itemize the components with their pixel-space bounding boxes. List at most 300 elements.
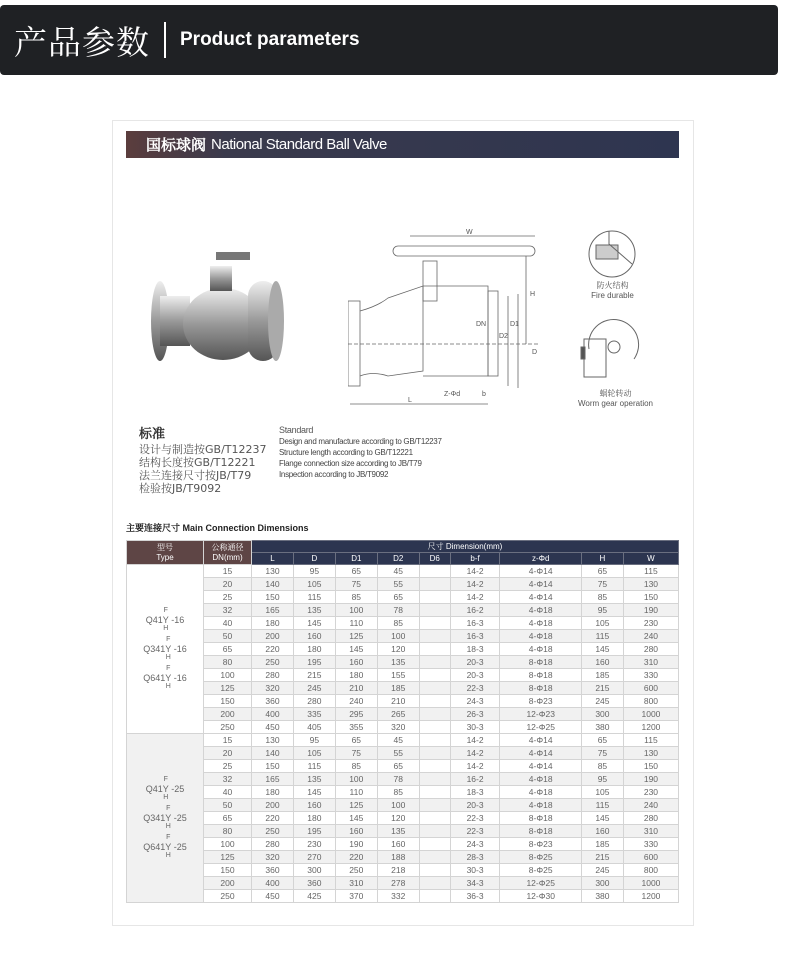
model-material-top: F <box>166 635 171 643</box>
dimension-cell: 95 <box>293 565 335 578</box>
dimension-cell: 160 <box>293 630 335 643</box>
dimension-cell: 330 <box>623 669 678 682</box>
dimension-cell: 160 <box>335 656 377 669</box>
model-material-top: F <box>166 804 171 812</box>
type-header <box>127 541 204 565</box>
feature-label-cn: 防火结构 <box>596 281 629 290</box>
standard-line: 检验按JB/T9092 <box>139 482 222 495</box>
dimension-cell: 1200 <box>623 890 678 903</box>
dimension-cell: 320 <box>377 721 419 734</box>
dimension-cell: 14-2 <box>450 760 500 773</box>
dn-cell: 25 <box>204 760 252 773</box>
product-card <box>112 120 694 926</box>
dimension-cell: 190 <box>623 604 678 617</box>
page-header <box>0 5 778 75</box>
dimension-cell: 150 <box>623 591 678 604</box>
table-row <box>127 734 679 747</box>
dimension-cell: 115 <box>293 591 335 604</box>
dimension-cell: 600 <box>623 682 678 695</box>
dimension-cell: 22-3 <box>450 812 500 825</box>
dimension-cell <box>419 643 450 656</box>
feature-fire-durable <box>575 281 650 301</box>
label-h: H <box>530 291 536 298</box>
dimension-cell: 210 <box>377 695 419 708</box>
label-w: W <box>466 229 473 236</box>
model-code <box>127 833 203 862</box>
feature-label-en: Worm gear operation <box>578 399 653 408</box>
dimension-cell: 320 <box>252 682 294 695</box>
dimension-cell: 190 <box>335 838 377 851</box>
model-code <box>127 635 203 664</box>
model-material <box>165 804 172 830</box>
dimension-cell <box>419 656 450 669</box>
standard-heading-en: Standard <box>279 425 314 435</box>
column-header: D2 <box>377 553 419 565</box>
table-row <box>127 838 679 851</box>
dimension-cell: 250 <box>335 864 377 877</box>
dimension-cell: 280 <box>252 669 294 682</box>
dimension-cell: 230 <box>623 617 678 630</box>
dimension-cell: 125 <box>335 630 377 643</box>
dn-cell: 25 <box>204 591 252 604</box>
dimension-cell: 135 <box>293 604 335 617</box>
dimension-cell: 130 <box>623 578 678 591</box>
dimension-cell: 105 <box>581 617 623 630</box>
model-material-top: F <box>166 833 171 841</box>
dimension-cell: 4-Φ18 <box>500 643 582 656</box>
dimension-cell: 300 <box>293 864 335 877</box>
dimension-cell: 210 <box>335 682 377 695</box>
dimension-cell: 278 <box>377 877 419 890</box>
model-material-mid: Y <box>162 614 169 625</box>
dimension-cell: 115 <box>623 734 678 747</box>
dimension-cell: 245 <box>581 695 623 708</box>
table-row <box>127 617 679 630</box>
dimension-cell: 8-Φ18 <box>500 656 582 669</box>
label-l: L <box>408 397 412 404</box>
model-prefix: Q341 <box>143 643 166 654</box>
dimension-cell: 65 <box>581 734 623 747</box>
dn-cell: 20 <box>204 578 252 591</box>
table-row <box>127 773 679 786</box>
dimension-cell: 4-Φ18 <box>500 604 582 617</box>
standard-heading-cn: 标准 <box>139 427 166 442</box>
model-prefix: Q641 <box>143 841 166 852</box>
standard-en <box>279 425 442 480</box>
table-row <box>127 643 679 656</box>
dn-cell: 65 <box>204 812 252 825</box>
dimension-cell: 75 <box>581 578 623 591</box>
model-material-top: F <box>163 775 168 783</box>
dn-cell: 100 <box>204 669 252 682</box>
dimension-cell: 215 <box>581 682 623 695</box>
dimension-cell: 45 <box>377 565 419 578</box>
dimension-cell: 180 <box>293 643 335 656</box>
model-material <box>162 606 169 632</box>
dimension-cell: 85 <box>335 591 377 604</box>
dimension-cell: 140 <box>252 747 294 760</box>
table-row <box>127 578 679 591</box>
dimension-cell: 300 <box>581 708 623 721</box>
dimension-cell: 65 <box>581 565 623 578</box>
model-material-bottom: H <box>165 682 171 690</box>
dimension-cell: 250 <box>252 825 294 838</box>
model-suffix: -16 <box>168 614 185 625</box>
dimension-cell: 24-3 <box>450 695 500 708</box>
dn-cell: 250 <box>204 890 252 903</box>
dimension-cell: 12-Φ25 <box>500 877 582 890</box>
dimension-cell: 115 <box>581 630 623 643</box>
dn-header <box>204 541 252 565</box>
valve-drawing <box>348 226 548 411</box>
dimension-cell: 310 <box>623 656 678 669</box>
table-title: 主要连接尺寸 Main Connection Dimensions <box>126 523 309 533</box>
dimension-cell: 65 <box>335 565 377 578</box>
dimension-cell: 160 <box>335 825 377 838</box>
dimension-cell <box>419 760 450 773</box>
table-row <box>127 591 679 604</box>
dimension-cell: 185 <box>581 838 623 851</box>
dimension-cell <box>419 799 450 812</box>
dimension-cell: 120 <box>377 812 419 825</box>
dimension-cell: 380 <box>581 721 623 734</box>
dimension-cell: 370 <box>335 890 377 903</box>
dimension-cell <box>419 851 450 864</box>
label-d1: D1 <box>510 321 519 328</box>
dimension-cell: 8-Φ18 <box>500 825 582 838</box>
dimension-cell: 26-3 <box>450 708 500 721</box>
dimension-cell: 8-Φ23 <box>500 695 582 708</box>
dimension-cell: 20-3 <box>450 799 500 812</box>
dimension-cell: 36-3 <box>450 890 500 903</box>
dimension-cell: 145 <box>293 617 335 630</box>
standard-line: Structure length according to GB/T12221 <box>279 448 413 457</box>
dimension-cell: 200 <box>252 630 294 643</box>
dimension-cell: 450 <box>252 890 294 903</box>
dimension-cell: 65 <box>377 591 419 604</box>
dimension-cell <box>419 786 450 799</box>
dimension-cell: 85 <box>377 786 419 799</box>
dimension-cell: 4-Φ14 <box>500 760 582 773</box>
dimension-cell: 800 <box>623 864 678 877</box>
standard-cn <box>139 426 267 495</box>
dimension-cell: 4-Φ18 <box>500 773 582 786</box>
table-row <box>127 812 679 825</box>
dimension-cell <box>419 682 450 695</box>
header-divider <box>164 22 166 58</box>
dimension-cell: 320 <box>252 851 294 864</box>
dimension-cell: 14-2 <box>450 565 500 578</box>
dimension-cell: 360 <box>252 864 294 877</box>
dimension-cell: 4-Φ14 <box>500 578 582 591</box>
dimension-cell: 215 <box>581 851 623 864</box>
dimension-cell: 1000 <box>623 708 678 721</box>
dimension-cell: 190 <box>623 773 678 786</box>
table-row <box>127 890 679 903</box>
dimension-cell: 100 <box>377 630 419 643</box>
table-row <box>127 877 679 890</box>
dimension-cell: 45 <box>377 734 419 747</box>
dimension-cell: 8-Φ23 <box>500 838 582 851</box>
model-material-bottom: H <box>165 822 171 830</box>
type-header-cn: 型号 <box>157 542 173 552</box>
dn-cell: 200 <box>204 877 252 890</box>
dimension-cell: 155 <box>377 669 419 682</box>
dimension-cell: 28-3 <box>450 851 500 864</box>
dimension-cell: 8-Φ25 <box>500 864 582 877</box>
dimension-cell: 220 <box>335 851 377 864</box>
dn-cell: 32 <box>204 773 252 786</box>
dimension-cell: 105 <box>293 578 335 591</box>
standard-line: Flange connection size according to JB/T79 <box>279 459 422 468</box>
dimension-cell: 165 <box>252 773 294 786</box>
dimension-cell: 280 <box>293 695 335 708</box>
dimension-cell: 450 <box>252 721 294 734</box>
dimension-cell: 130 <box>252 734 294 747</box>
dimension-cell: 245 <box>581 864 623 877</box>
dimension-cell: 85 <box>581 591 623 604</box>
header-title-cn: 产品参数 <box>14 22 150 62</box>
dimension-cell: 400 <box>252 708 294 721</box>
dimension-cell: 160 <box>293 799 335 812</box>
table-row <box>127 786 679 799</box>
dimension-cell: 8-Φ18 <box>500 682 582 695</box>
dimension-cell: 95 <box>581 604 623 617</box>
table-row <box>127 630 679 643</box>
model-suffix: -25 <box>168 783 185 794</box>
dn-cell: 65 <box>204 643 252 656</box>
model-material-mid: Y <box>165 812 172 823</box>
dimension-cell: 85 <box>335 760 377 773</box>
model-material-bottom: H <box>163 793 169 801</box>
dimension-cell: 600 <box>623 851 678 864</box>
dimension-cell: 240 <box>623 799 678 812</box>
dimension-cell: 125 <box>335 799 377 812</box>
dimension-cell: 130 <box>252 565 294 578</box>
dimension-cell: 145 <box>335 643 377 656</box>
dimension-cell: 270 <box>293 851 335 864</box>
dimension-cell: 280 <box>623 643 678 656</box>
dimension-header: 尺寸 Dimension(mm) <box>252 541 679 553</box>
dimension-cell: 78 <box>377 773 419 786</box>
table-row <box>127 760 679 773</box>
column-header: b-f <box>450 553 500 565</box>
model-code <box>127 775 203 804</box>
dimension-cell: 8-Φ25 <box>500 851 582 864</box>
dimension-cell: 200 <box>252 799 294 812</box>
dimension-cell: 230 <box>623 786 678 799</box>
dimension-cell <box>419 864 450 877</box>
dimension-cell: 140 <box>252 578 294 591</box>
dimension-cell: 188 <box>377 851 419 864</box>
label-dn: DN <box>476 321 487 328</box>
dimension-cell: 20-3 <box>450 656 500 669</box>
dimension-cell: 16-2 <box>450 604 500 617</box>
dimension-cell: 110 <box>335 617 377 630</box>
dimension-cell: 120 <box>377 643 419 656</box>
dimension-cell: 95 <box>293 734 335 747</box>
dimension-cell: 180 <box>252 617 294 630</box>
model-prefix: Q41 <box>145 614 163 625</box>
dimension-cell: 145 <box>581 812 623 825</box>
dimension-cell: 14-2 <box>450 747 500 760</box>
label-z-phid: Z-Φd <box>444 391 461 398</box>
dimension-cell: 195 <box>293 825 335 838</box>
dn-cell: 15 <box>204 734 252 747</box>
dimension-cell: 8-Φ18 <box>500 669 582 682</box>
dimension-cell: 230 <box>293 838 335 851</box>
dimension-cell <box>419 812 450 825</box>
fire-durable-detail-icon <box>587 229 637 279</box>
dimension-cell <box>419 578 450 591</box>
dimension-cell: 355 <box>335 721 377 734</box>
model-material-mid: Y <box>165 672 172 683</box>
model-code <box>127 606 203 635</box>
dimension-cell: 145 <box>335 812 377 825</box>
model-prefix: Q41 <box>145 783 163 794</box>
dimension-cell: 14-2 <box>450 578 500 591</box>
dimension-cell: 130 <box>623 747 678 760</box>
dn-cell: 150 <box>204 695 252 708</box>
dn-cell: 200 <box>204 708 252 721</box>
dimension-cell: 4-Φ18 <box>500 799 582 812</box>
dimension-cell <box>419 721 450 734</box>
table-row <box>127 682 679 695</box>
dimension-cell <box>419 565 450 578</box>
dimension-cell: 8-Φ18 <box>500 812 582 825</box>
model-material-bottom: H <box>165 851 171 859</box>
standard-line: 设计与制造按GB/T12237 <box>139 443 267 456</box>
table-row <box>127 799 679 812</box>
dn-cell: 40 <box>204 617 252 630</box>
dimension-cell: 180 <box>335 669 377 682</box>
table-row <box>127 669 679 682</box>
dimension-cell: 300 <box>581 877 623 890</box>
table-row <box>127 604 679 617</box>
dimension-cell <box>419 630 450 643</box>
model-prefix: Q341 <box>143 812 166 823</box>
dimension-cell <box>419 695 450 708</box>
dimension-cell: 150 <box>252 591 294 604</box>
table-row <box>127 708 679 721</box>
dimension-cell: 240 <box>623 630 678 643</box>
dimension-cell: 18-3 <box>450 786 500 799</box>
dimension-cell: 1000 <box>623 877 678 890</box>
dimension-cell: 105 <box>581 786 623 799</box>
model-material-mid: Y <box>165 643 172 654</box>
dimension-cell: 75 <box>581 747 623 760</box>
dimension-cell: 30-3 <box>450 864 500 877</box>
dimension-cell: 400 <box>252 877 294 890</box>
dn-cell: 80 <box>204 825 252 838</box>
dimension-cell: 24-3 <box>450 838 500 851</box>
dimension-cell: 135 <box>377 656 419 669</box>
model-material <box>165 664 172 690</box>
dimension-cell: 4-Φ18 <box>500 630 582 643</box>
model-suffix: -25 <box>171 812 187 823</box>
model-material-bottom: H <box>163 624 169 632</box>
model-suffix: -25 <box>171 841 187 852</box>
dimension-cell: 1200 <box>623 721 678 734</box>
column-header: D <box>293 553 335 565</box>
table-row <box>127 864 679 877</box>
dimension-cell: 65 <box>335 734 377 747</box>
dimension-cell: 78 <box>377 604 419 617</box>
dimension-cell: 185 <box>377 682 419 695</box>
dn-cell: 80 <box>204 656 252 669</box>
dimension-cell: 110 <box>335 786 377 799</box>
dimension-cell: 12-Φ23 <box>500 708 582 721</box>
dimension-cell: 4-Φ18 <box>500 786 582 799</box>
dimension-cell: 330 <box>623 838 678 851</box>
valve-photo <box>148 246 288 386</box>
dimension-cell: 115 <box>623 565 678 578</box>
dimension-cell: 14-2 <box>450 734 500 747</box>
dn-cell: 50 <box>204 799 252 812</box>
dimension-cell <box>419 604 450 617</box>
dimension-cell: 240 <box>335 695 377 708</box>
dimension-cell: 22-3 <box>450 825 500 838</box>
dimension-cell: 65 <box>377 760 419 773</box>
dimension-cell: 180 <box>252 786 294 799</box>
dn-cell: 100 <box>204 838 252 851</box>
model-material <box>165 833 172 859</box>
dimension-cell: 4-Φ14 <box>500 747 582 760</box>
dimension-cell <box>419 838 450 851</box>
dimension-cell: 55 <box>377 578 419 591</box>
dimension-cell: 105 <box>293 747 335 760</box>
model-suffix: -16 <box>171 672 187 683</box>
dimension-cell: 4-Φ14 <box>500 565 582 578</box>
dimension-cell: 215 <box>293 669 335 682</box>
dimension-cell: 16-2 <box>450 773 500 786</box>
dimension-cell <box>419 825 450 838</box>
table-row <box>127 695 679 708</box>
model-material <box>162 775 169 801</box>
dimension-cell: 115 <box>293 760 335 773</box>
section-title-en: National Standard Ball Valve <box>211 136 387 153</box>
table-row <box>127 565 679 578</box>
dimension-cell: 360 <box>252 695 294 708</box>
table-row <box>127 851 679 864</box>
dimension-cell: 265 <box>377 708 419 721</box>
dimension-cell <box>419 669 450 682</box>
dimension-cell: 30-3 <box>450 721 500 734</box>
dimension-cell: 150 <box>623 760 678 773</box>
dimension-cell: 18-3 <box>450 643 500 656</box>
dimension-cell: 75 <box>335 578 377 591</box>
dimension-cell: 100 <box>377 799 419 812</box>
label-d: D <box>532 349 538 356</box>
column-header: H <box>581 553 623 565</box>
table-row <box>127 825 679 838</box>
standard-line: Design and manufacture according to GB/T12237 <box>279 437 442 446</box>
dimension-cell: 220 <box>252 643 294 656</box>
dn-cell: 40 <box>204 786 252 799</box>
dimension-cell: 185 <box>581 669 623 682</box>
header-title-en: Product parameters <box>180 29 360 50</box>
dn-cell: 125 <box>204 851 252 864</box>
dn-cell: 125 <box>204 682 252 695</box>
dimension-cell: 85 <box>377 617 419 630</box>
dimension-cell: 310 <box>623 825 678 838</box>
dimension-cell: 55 <box>377 747 419 760</box>
dn-cell: 32 <box>204 604 252 617</box>
model-material <box>165 635 172 661</box>
worm-gear-detail-icon <box>579 319 647 381</box>
feature-label-en: Fire durable <box>591 291 634 300</box>
dimension-cell: 34-3 <box>450 877 500 890</box>
